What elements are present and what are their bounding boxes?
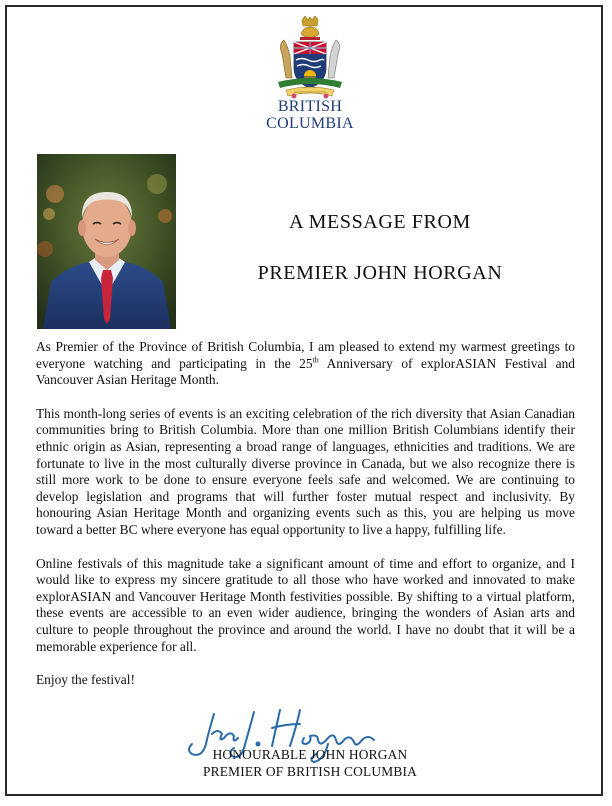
premier-portrait-photo — [37, 154, 176, 329]
signatory-name: HONOURABLE JOHN HORGAN — [212, 747, 408, 762]
paragraph-gratitude: Online festivals of this magnitude take a significant amount of time and effort to organize, and I would like to express my sincere gratitude to all those who have worked and innovated to make explorASIAN and Vancouver Heritage Month festivities possible. By shifting to a virtual platform, these events are accessible to an even wider audience, bringing the wonders of Asian arts and culture to people throughout the province and around the world. I have no doubt that it will be a memorable experience for all. — [36, 555, 575, 654]
heading-premier-name: PREMIER JOHN HORGAN — [257, 262, 503, 284]
heading-message-from: A MESSAGE FROM — [289, 211, 471, 233]
paragraph-celebration: This month-long series of events is an exciting celebration of the rich diversity that Asian Canadian communities bring to British Columbia. More than one million British Columbians identify their ethnic origin as Asian, representing a broad range of languages, ethnicities and traditions. We are fortunate to live in the most culturally diverse province in Canada, but we also recognize there is still more work to be done to ensure everyone feels safe and welcomed. We are continuing to develop legislation and programs that will further foster mutual respect and inclusivity. By honouring Asian Heritage Month and organizing events such as this, you are helping us move toward a better BC where everyone has equal opportunity to live a happy, fulfilling life. — [36, 405, 575, 537]
logo-text-columbia: COLUMBIA — [266, 115, 354, 132]
bc-coat-of-arms-icon — [268, 16, 352, 102]
paragraph-closing: Enjoy the festival! — [36, 672, 135, 688]
letter-body — [36, 339, 575, 689]
signatory-title: PREMIER OF BRITISH COLUMBIA — [202, 764, 418, 779]
paragraph-greeting: As Premier of the Province of British Columbia, I am pleased to extend my warmest greetings to everyone watching and participating in the 25th Anniversary of explorASIAN Festival and Vancouver Asian Heritage Month. — [36, 339, 575, 388]
logo-text-british: BRITISH — [277, 98, 343, 115]
bc-logo-wordmark — [250, 98, 370, 132]
